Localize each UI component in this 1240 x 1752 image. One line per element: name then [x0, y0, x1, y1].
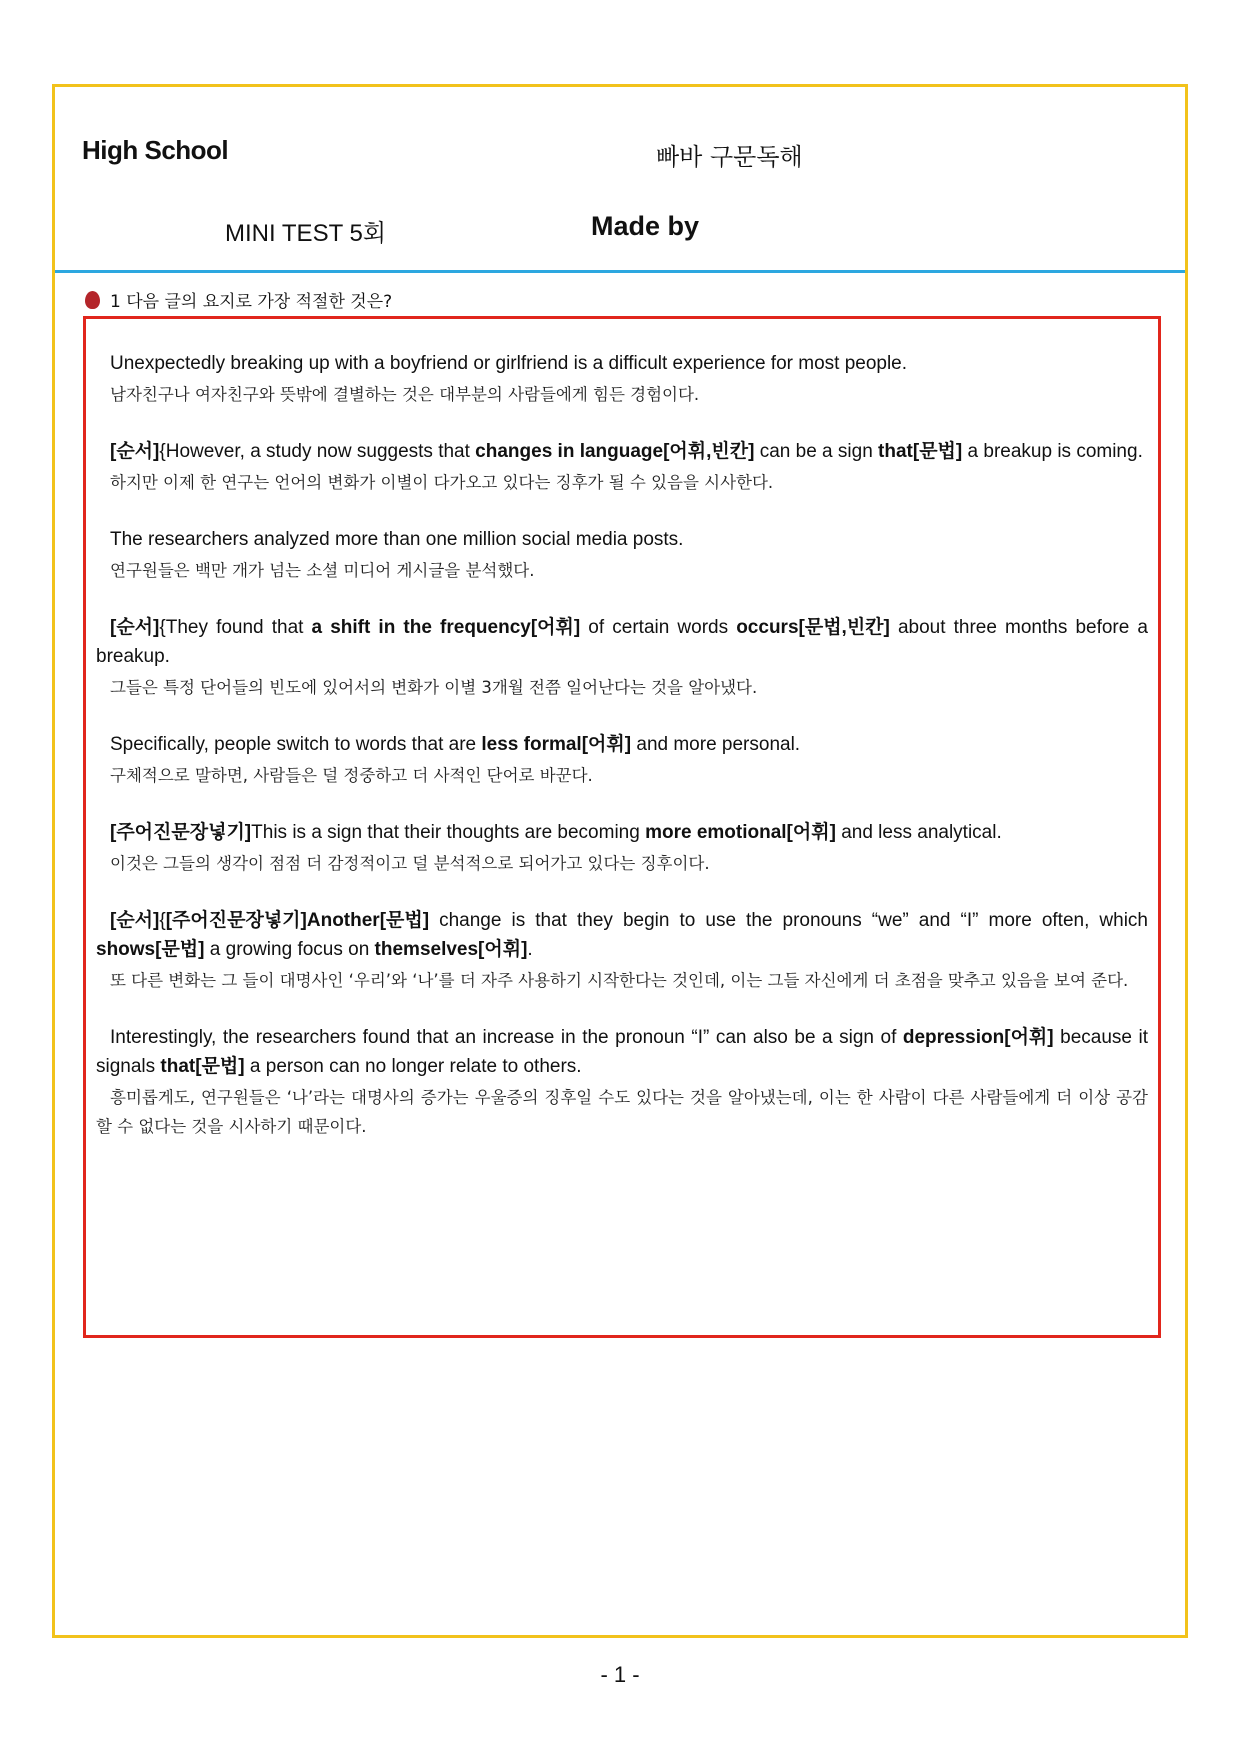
- korean-translation: 흥미롭게도, 연구원들은 ‘나’라는 대명사의 증가는 우울증의 징후일 수도 있다는 것을 알아냈는데, 이는 한 사람이 다른 사람들에게 더 이상 공감할 수 없다는 것을 시사하기 때문이다.: [96, 1088, 1148, 1136]
- sentence-text: The researchers analyzed more than one million social media posts.: [110, 529, 684, 550]
- sentence-text: and less analytical.: [835, 822, 1002, 843]
- sentence-text: This is a sign that their thoughts are becoming: [251, 822, 646, 843]
- english-sentence: [96, 906, 1148, 964]
- passage-paragraph: [96, 613, 1148, 702]
- english-sentence: [96, 525, 1148, 554]
- korean-translation: 또 다른 변화는 그 들이 대명사인 ‘우리’와 ‘나’를 더 자주 사용하기 시작한다는 것인데, 이는 그들 자신에게 더 초점을 맞추고 있음을 보여 준다.: [110, 971, 1129, 990]
- tagged-phrase: less formal[어휘]: [481, 734, 632, 755]
- tagged-phrase: changes in language[어휘,빈칸]: [475, 441, 755, 462]
- english-sentence: [96, 349, 1148, 378]
- korean-translation: 구체적으로 말하면, 사람들은 덜 정중하고 더 사적인 단어로 바꾼다.: [110, 766, 593, 785]
- passage-paragraph: [96, 730, 1148, 790]
- sentence-text: about three months before a breakup.: [96, 617, 1149, 667]
- sentence-text: Unexpectedly breaking up with a boyfriend or girlfriend is a difficult experience for most people.: [110, 353, 908, 374]
- passage-paragraph: [96, 906, 1148, 995]
- sentence-text: Specifically, people switch to words that are: [110, 734, 482, 755]
- passage-box: [83, 316, 1161, 1338]
- korean-translation: 하지만 이제 한 연구는 언어의 변화가 이별이 다가오고 있다는 징후가 될 수 있음을 시사한다.: [110, 473, 774, 492]
- sentence-text: .: [527, 939, 533, 960]
- passage-paragraph: [96, 437, 1148, 497]
- sentence-text: a growing focus on: [204, 939, 375, 960]
- korean-translation: 이것은 그들의 생각이 점점 더 감정적이고 덜 분석적으로 되어가고 있다는 징후이다.: [110, 854, 710, 873]
- sentence-text: Interestingly, the researchers found that an increase in the pronoun “I” can also be a sign of: [110, 1027, 903, 1048]
- tagged-phrase: a shift in the frequency[어휘]: [311, 617, 581, 638]
- page-number: - 1 -: [600, 1662, 640, 1687]
- sentence-text: a person can no longer relate to others.: [244, 1056, 582, 1077]
- tagged-phrase: [주어진문장넣기]Another[문법]: [165, 910, 430, 931]
- sentence-text: of certain words: [580, 617, 737, 638]
- tagged-phrase: [순서]: [110, 617, 160, 638]
- tagged-phrase: shows[문법]: [96, 939, 205, 960]
- tagged-phrase: that[문법]: [160, 1056, 245, 1077]
- korean-translation: 남자친구나 여자친구와 뜻밖에 결별하는 것은 대부분의 사람들에게 힘든 경험이다.: [110, 385, 700, 404]
- tagged-phrase: [주어진문장넣기]: [110, 822, 252, 843]
- bullet-icon: [85, 291, 100, 309]
- tagged-phrase: [순서]: [110, 441, 160, 462]
- test-title: MINI TEST 5회: [225, 220, 386, 247]
- sentence-text: can be a sign: [754, 441, 879, 462]
- english-sentence: [96, 818, 1148, 847]
- page-frame: [52, 84, 1188, 1638]
- tagged-phrase: depression[어휘]: [902, 1027, 1054, 1048]
- english-sentence: [96, 613, 1148, 671]
- sentence-text: change is that they begin to use the pronouns “we” and “I” more often, which: [429, 910, 1148, 931]
- english-sentence: [96, 730, 1148, 759]
- english-sentence: [96, 1023, 1148, 1081]
- sentence-text: {: [159, 910, 166, 931]
- korean-translation: 그들은 특정 단어들의 빈도에 있어서의 변화가 이별 3개월 전쯤 일어난다는 것을 알아냈다.: [110, 678, 758, 697]
- question-heading: [85, 287, 392, 312]
- sentence-text: because it signals: [96, 1027, 1148, 1077]
- tagged-phrase: [순서]: [110, 910, 160, 931]
- tagged-phrase: that[문법]: [878, 441, 963, 462]
- made-by-label: Made by: [591, 211, 700, 241]
- question-text: 1 다음 글의 요지로 가장 적절한 것은?: [110, 292, 393, 312]
- passage-paragraph: [96, 349, 1148, 409]
- subject-title: 빠바 구문독해: [656, 143, 803, 171]
- tagged-phrase: occurs[문법,빈칸]: [736, 617, 890, 638]
- school-label: High School: [82, 135, 229, 165]
- tagged-phrase: more emotional[어휘]: [645, 822, 836, 843]
- passage-paragraph: [96, 818, 1148, 878]
- header-divider: [55, 270, 1185, 273]
- sentence-text: {However, a study now suggests that: [159, 441, 476, 462]
- english-sentence: [96, 437, 1148, 466]
- sentence-text: and more personal.: [631, 734, 801, 755]
- passage-paragraph: [96, 525, 1148, 585]
- passage-paragraph: [96, 1023, 1148, 1141]
- sentence-text: a breakup is coming.: [962, 441, 1143, 462]
- korean-translation: 연구원들은 백만 개가 넘는 소셜 미디어 게시글을 분석했다.: [110, 561, 535, 580]
- sentence-text: {They found that: [159, 617, 312, 638]
- tagged-phrase: themselves[어휘]: [374, 939, 528, 960]
